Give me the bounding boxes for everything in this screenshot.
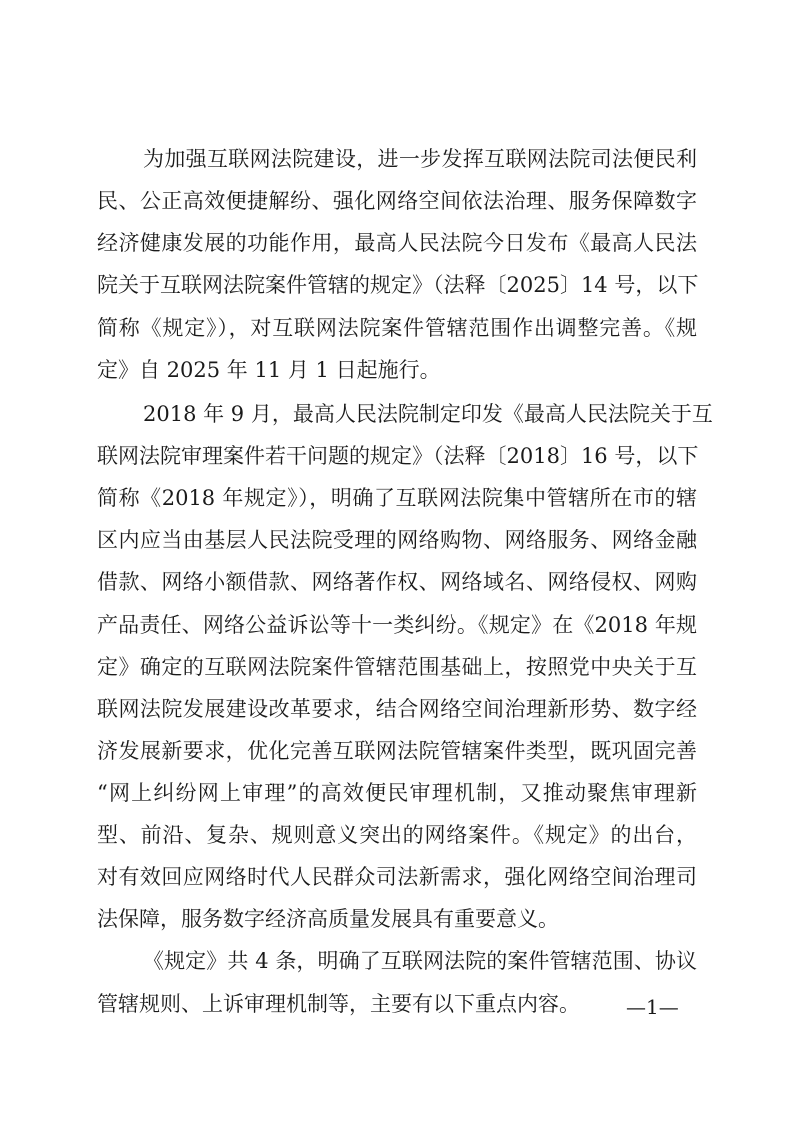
paragraph-2-line-5: 借款、网络小额借款、网络著作权、网络域名、网络侵权、网购 <box>97 570 697 594</box>
paragraph-2-line-1: 2018 年 9 月，最高人民法院制定印发《最高人民法院关于互 <box>143 402 713 426</box>
paragraph-2-line-3: 简称《2018 年规定》），明确了互联网法院集中管辖所在市的辖 <box>97 486 697 510</box>
paragraph-3-line-1: 《规定》共 4 条，明确了互联网法院的案件管辖范围、协议 <box>143 949 697 973</box>
page-number: —1— <box>626 995 679 1019</box>
paragraph-1-line-1: 为加强互联网法院建设，进一步发挥互联网法院司法便民利 <box>143 147 697 171</box>
paragraph-2-line-11: 型、前沿、复杂、规则意义突出的网络案件。《规定》的出台， <box>97 823 697 847</box>
paragraph-1-line-4: 院关于互联网法院案件管辖的规定》（法释〔2025〕14 号，以下 <box>97 273 699 297</box>
paragraph-1-line-6: 定》自 2025 年 11 月 1 日起施行。 <box>97 358 441 382</box>
paragraph-2-line-4: 区内应当由基层人民法院受理的网络购物、网络服务、网络金融 <box>97 528 697 552</box>
paragraph-2-line-8: 联网法院发展建设改革要求，结合网络空间治理新形势、数字经 <box>97 697 697 721</box>
paragraph-2-line-7: 定》确定的互联网法院案件管辖范围基础上，按照党中央关于互 <box>97 655 697 679</box>
paragraph-2-line-13: 法保障，服务数字经济高质量发展具有重要意义。 <box>97 907 559 931</box>
paragraph-2-line-9: 济发展新要求，优化完善互联网法院管辖案件类型，既巩固完善 <box>97 739 697 763</box>
paragraph-2-line-12: 对有效回应网络时代人民群众司法新需求，强化网络空间治理司 <box>97 865 697 889</box>
paragraph-2-line-2: 联网法院审理案件若干问题的规定》（法释〔2018〕16 号，以下 <box>97 444 699 468</box>
paragraph-3-line-2: 管辖规则、上诉审理机制等，主要有以下重点内容。 <box>97 992 580 1016</box>
paragraph-2-line-6: 产品责任、网络公益诉讼等十一类纠纷。《规定》在《2018 年规 <box>97 613 697 637</box>
paragraph-2-line-10: “网上纠纷网上审理”的高效便民审理机制，又推动聚焦审理新 <box>97 781 697 805</box>
paragraph-1-line-5: 简称《规定》），对互联网法院案件管辖范围作出调整完善。《规 <box>97 316 697 340</box>
paragraph-1-line-2: 民、公正高效便捷解纷、强化网络空间依法治理、服务保障数字 <box>97 189 697 213</box>
paragraph-1-line-3: 经济健康发展的功能作用，最高人民法院今日发布《最高人民法 <box>97 231 697 255</box>
